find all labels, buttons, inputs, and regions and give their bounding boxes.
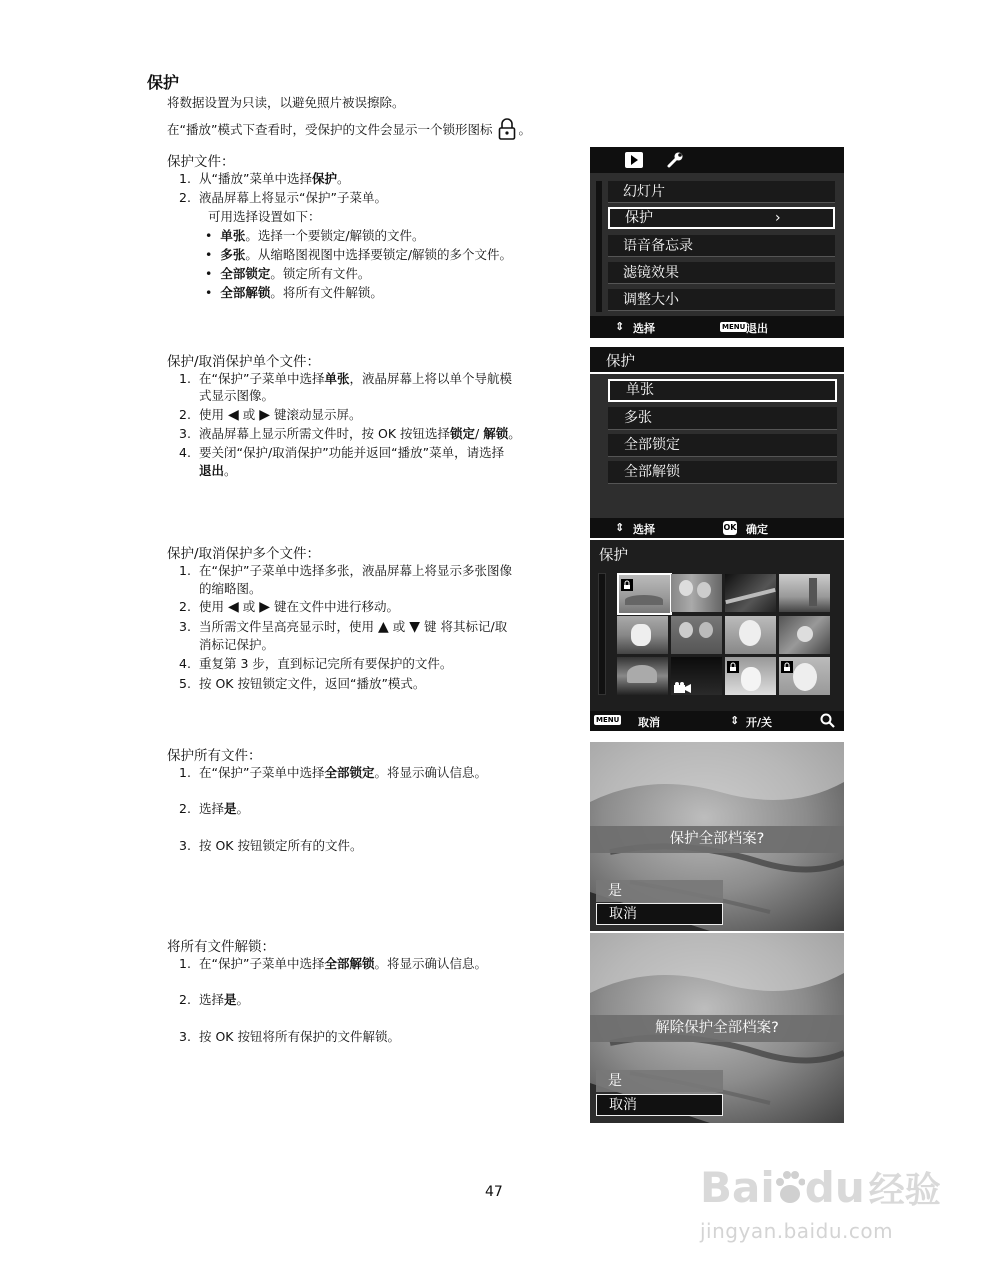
footer-confirm-label: 确定 [746,523,768,536]
menu-item-lock-all[interactable]: 全部锁定 [608,434,837,457]
screen-footer [590,518,844,538]
menu-item-voice-memo[interactable]: 语音备忘录 [608,235,835,257]
confirm-question: 保护全部档案? [590,826,844,853]
sec3-step-3: 3. 当所需文件呈高亮显示时，使用 ▲ 或 ▼ 键 将其标记/取 [179,619,508,635]
lock-icon [727,658,739,677]
scrollbar[interactable] [596,181,602,312]
thumbnail-12[interactable] [779,657,830,695]
menu-key-icon: MENU [596,716,620,724]
sec2-step-2: 2. 使用 ◀ 或 ▶ 键滚动显示屏。 [179,407,362,423]
page-title: 保护 [147,73,180,92]
lock-icon [621,576,633,595]
footer-exit-label: 退出 [746,322,768,335]
thumbnail-4[interactable] [779,574,830,612]
section-protect-all-title: 保护所有文件： [167,748,262,764]
sec1-sub: 可用选择设置如下： [208,209,321,224]
screen-title: 保护 [606,354,635,370]
option-yes[interactable]: 是 [596,880,723,902]
sec3-step-3-cont: 消标记保护。 [199,637,275,652]
sec1-step-1: 1. 从“播放”菜单中选择保护。 [179,171,350,186]
sec2-step-1-cont: 式显示图像。 [199,388,275,403]
watermark-cn: 经验 [868,1170,941,1211]
sec4-step-3: 3. 按 OK 按钮锁定所有的文件。 [179,838,363,853]
menu-item-multi[interactable]: 多张 [608,407,837,430]
chevron-right-icon: › [775,210,781,226]
thumbnail-3[interactable] [725,574,776,612]
sec5-step-3: 3. 按 OK 按钮将所有保护的文件解锁。 [179,1029,400,1044]
header-divider [590,372,844,374]
up-arrow-icon: ▲ [378,619,389,635]
sec2-step-4: 4. 要关闭“保护/取消保护”功能并返回“播放”菜单，请选择 [179,445,505,460]
screen-footer [590,316,844,338]
sec3-step-1: 1. 在“保护”子菜单中选择多张，液晶屏幕上将显示多张图像 [179,563,512,578]
thumbnail-5[interactable] [617,616,668,654]
sec2-step-1: 1. 在“保护”子菜单中选择单张，液晶屏幕上将以单个导航模 [179,371,512,386]
sec3-step-5: 5. 按 OK 按钮锁定文件，返回“播放”模式。 [179,676,426,691]
watermark-brand-2: du [804,1163,865,1212]
updown-arrow-icon: ⇕ [730,714,740,727]
page-number: 47 [485,1184,503,1200]
watermark-brand: Bai [700,1163,775,1212]
lock-icon [498,118,516,140]
footer-select-label: 选择 [633,523,655,536]
option-cancel[interactable]: 取消 [596,1094,723,1116]
thumbnail-7[interactable] [725,616,776,654]
confirm-question: 解除保护全部档案? [590,1015,844,1042]
scrollbar[interactable] [598,573,606,695]
sec5-step-1: 1. 在“保护”子菜单中选择全部解锁。将显示确认信息。 [179,956,487,971]
wrench-icon [666,151,684,173]
option-yes[interactable]: 是 [596,1070,723,1092]
thumbnail-6[interactable] [671,616,722,654]
screen-title: 保护 [599,548,628,564]
watermark-url: jingyan.baidu.com [700,1219,894,1243]
section-multi-title: 保护/取消保护多个文件： [167,546,321,562]
ok-key-icon: OK [723,520,737,535]
sec1-bullet-1: • 单张。选择一个要锁定/解锁的文件。 [205,228,425,243]
right-arrow-icon: ▶ [259,407,271,423]
intro-line-2-text: 在“播放”模式下查看时，受保护的文件会显示一个锁形图标 [167,122,493,137]
down-arrow-icon: ▼ [409,619,421,635]
section-single-title: 保护/取消保护单个文件： [167,354,321,370]
left-arrow-icon: ◀ [228,599,239,615]
sec4-step-2: 2. 选择是。 [179,801,250,816]
screen-protect-all-confirm [590,742,844,931]
screen-playback-menu [590,147,844,338]
play-icon [624,151,644,173]
thumbnail-9[interactable] [617,657,668,695]
screen-header [590,347,844,372]
menu-key-icon: MENU [722,323,746,331]
updown-arrow-icon: ⇕ [615,521,625,534]
sec3-step-2: 2. 使用 ◀ 或 ▶ 键在文件中进行移动。 [179,599,400,615]
left-arrow-icon: ◀ [228,407,239,423]
screen-protect-submenu [590,347,844,538]
intro-line-2 [167,118,531,140]
thumbnail-2[interactable] [671,574,722,612]
menu-item-slideshow[interactable]: 幻灯片 [608,181,835,203]
right-arrow-icon: ▶ [259,599,271,615]
sec1-bullet-2: • 多张。从缩略图视图中选择要锁定/解锁的多个文件。 [205,247,513,262]
menu-item-resize[interactable]: 调整大小 [608,289,835,311]
sec1-step-2: 2. 液晶屏幕上将显示“保护”子菜单。 [179,190,387,205]
intro-line-1: 将数据设置为只读，以避免照片被误擦除。 [167,95,405,110]
sec1-bullet-3: • 全部锁定。锁定所有文件。 [205,266,371,281]
thumbnail-1[interactable] [617,573,672,615]
menu-item-protect[interactable]: 保护 › [608,207,835,229]
screen-thumbnails [590,540,844,731]
menu-item-single[interactable]: 单张 [608,379,837,402]
intro-line-2-end: 。 [518,122,531,137]
thumbnail-10[interactable] [671,657,722,695]
paw-icon [775,1169,805,1215]
sec2-step-3: 3. 液晶屏幕上显示所需文件时，按 OK 按钮选择锁定/ 解锁。 [179,426,521,441]
footer-toggle-label: 开/关 [746,716,773,729]
sec5-step-2: 2. 选择是。 [179,992,250,1007]
sec3-step-4: 4. 重复第 3 步，直到标记完所有要保护的文件。 [179,656,453,671]
updown-arrow-icon: ⇕ [615,320,625,333]
sec1-bullet-4: • 全部解锁。将所有文件解锁。 [205,285,383,300]
option-cancel[interactable]: 取消 [596,903,723,925]
sec3-step-1-cont: 的缩略图。 [199,581,262,596]
zoom-magnifier-icon [820,713,835,731]
section-protect-files-title: 保护文件： [167,154,235,170]
thumbnail-11[interactable] [725,657,776,695]
lock-icon [781,658,793,677]
footer-cancel-label: 取消 [638,716,660,729]
sec2-step-4-cont: 退出。 [199,463,237,478]
screen-header [590,147,844,173]
section-unlock-all-title: 将所有文件解锁： [167,939,275,955]
screen-unlock-all-confirm [590,933,844,1123]
menu-item-filter[interactable]: 滤镜效果 [608,262,835,284]
footer-select-label: 选择 [633,322,655,335]
baidu-watermark [700,1165,941,1243]
screen-footer [590,711,844,731]
menu-item-unlock-all[interactable]: 全部解锁 [608,461,837,484]
thumbnail-8[interactable] [779,616,830,654]
sec4-step-1: 1. 在“保护”子菜单中选择全部锁定。将显示确认信息。 [179,765,487,780]
video-camera-icon [674,679,692,695]
